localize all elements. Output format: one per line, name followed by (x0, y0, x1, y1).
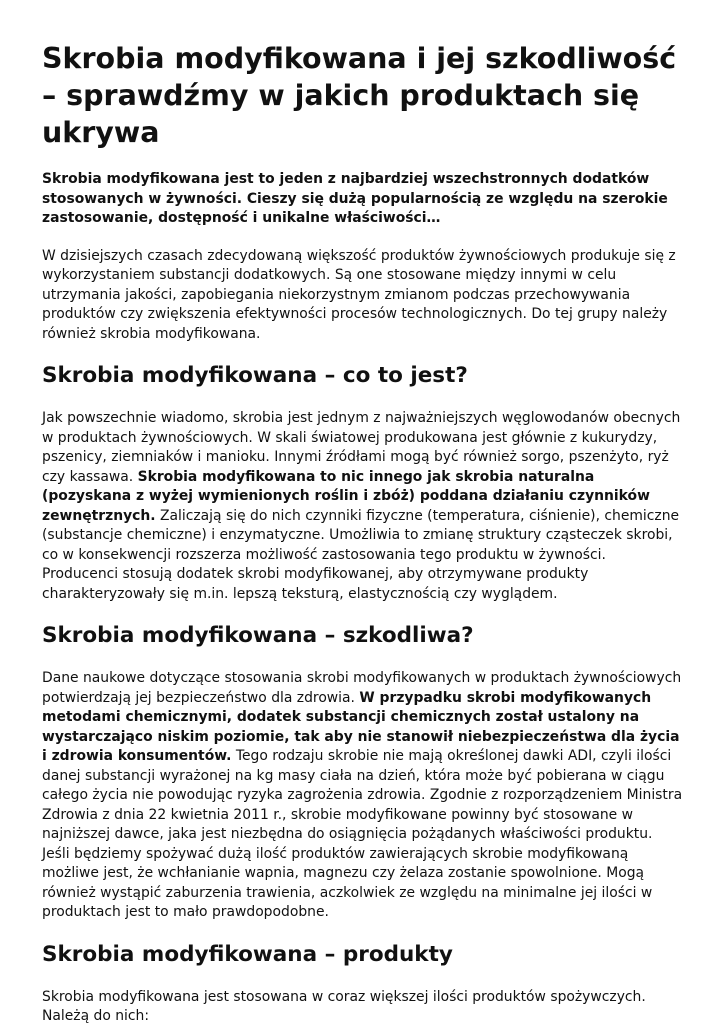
article-title: Skrobia modyfikowana i jej szkodliwość – sprawdźmy w jakich produktach się ukrywa (42, 42, 677, 149)
paragraph-text: Jak powszechnie wiadomo, skrobia jest jednym z najważniejszych węglowodanów obecnych w produktach żywnościowych. W skali światowej produkowana jest głównie z kukurydzy, pszenicy, ziemniaków i manioku. Innymi źródłami mogą być również sorgo, pszenżyto, ryż czy kassawa. (42, 410, 681, 485)
section-paragraph-products (42, 988, 684, 1027)
paragraph-bold-text: Skrobia modyfikowana to nic innego jak skrobia naturalna (pozyskana z wyżej wymienionych roślin i zbóż) poddana działaniu czynników zewnętrznych. (42, 468, 650, 524)
paragraph-bold-text: W przypadku skrobi modyfikowanych metodami chemicznymi, dodatek substancji chemicznych został ustalony na wystarczająco niskim poziomie, tak aby nie stanowił niebezpieczeństwa dla życia i zdrowia konsumentów. (42, 689, 680, 764)
section-heading-harmful: Skrobia modyfikowana – szkodliwa? (42, 623, 474, 648)
section-heading-what-is: Skrobia modyfikowana – co to jest? (42, 363, 468, 388)
section-paragraph-what-is (42, 409, 684, 604)
paragraph-text: Dane naukowe dotyczące stosowania skrobi modyfikowanych w produktach żywnościowych potwierdzają jej bezpieczeństwo dla zdrowia. (42, 670, 682, 706)
paragraph-text: Tego rodzaju skrobie nie mają określonej dawki ADI, czyli ilości danej substancji wyrażonej na kg masy ciała na dzień, która może być pobierana w ciągu całego życia nie powodując ryzyka zagrożenia zdrowia. Zgodnie z rozporządzeniem Ministra Zdrowia z dnia 22 kwietnia 2011 r., skrobie modyfikowane powinny być stosowane w najniższej dawce, jaka jest niezbędna do osiągnięcia pożądanych właściwości produktu. Jeśli będziemy spożywać dużą ilość produktów zawierających skrobie modyfikowaną możliwe jest, że wchłanianie wapnia, magnezu czy żelaza zostanie spowolnione. Mogą również wystąpić zaburzenia trawienia, aczkolwiek ze względu na minimalne jej ilości w produktach jest to mało prawdopodobne. (42, 748, 683, 920)
article-intro: W dzisiejszych czasach zdecydowaną większość produktów żywnościowych produkuje się z wykorzystaniem substancji dodatkowych. Są one stosowane między innymi w celu utrzymania jakości, zapobiegania niekorzystnym zmianom podczas przechowywania produktów czy zwiększenia efektywności procesów technologicznych. Do tej grupy należy również skrobia modyfikowana. (42, 247, 676, 342)
section-heading-products: Skrobia modyfikowana – produkty (42, 941, 453, 967)
section-paragraph-harmful (42, 669, 684, 923)
paragraph-text: Skrobia modyfikowana jest stosowana w coraz większej ilości produktów spożywczych. Należą do nich: (42, 988, 646, 1024)
article-lead: Skrobia modyfikowana jest to jeden z najbardziej wszechstronnych dodatków stosowanych w żywności. Cieszy się dużą popularnością ze względu na szerokie zastosowanie, dostępność i unikalne właściwości… (42, 171, 668, 226)
paragraph-text: Zaliczają się do nich czynniki fizyczne (temperatura, ciśnienie), chemiczne (substancje chemiczne) i enzymatyczne. Umożliwia to zmianę struktury cząsteczek skrobi, co w konsekwencji rozszerza możliwość zastosowania tego produktu w żywności. Producenci stosują dodatek skrobi modyfikowanej, aby otrzymywane produkty charakteryzowały się m.in. lepszą teksturą, elastycznością czy wyglądem. (42, 507, 680, 602)
